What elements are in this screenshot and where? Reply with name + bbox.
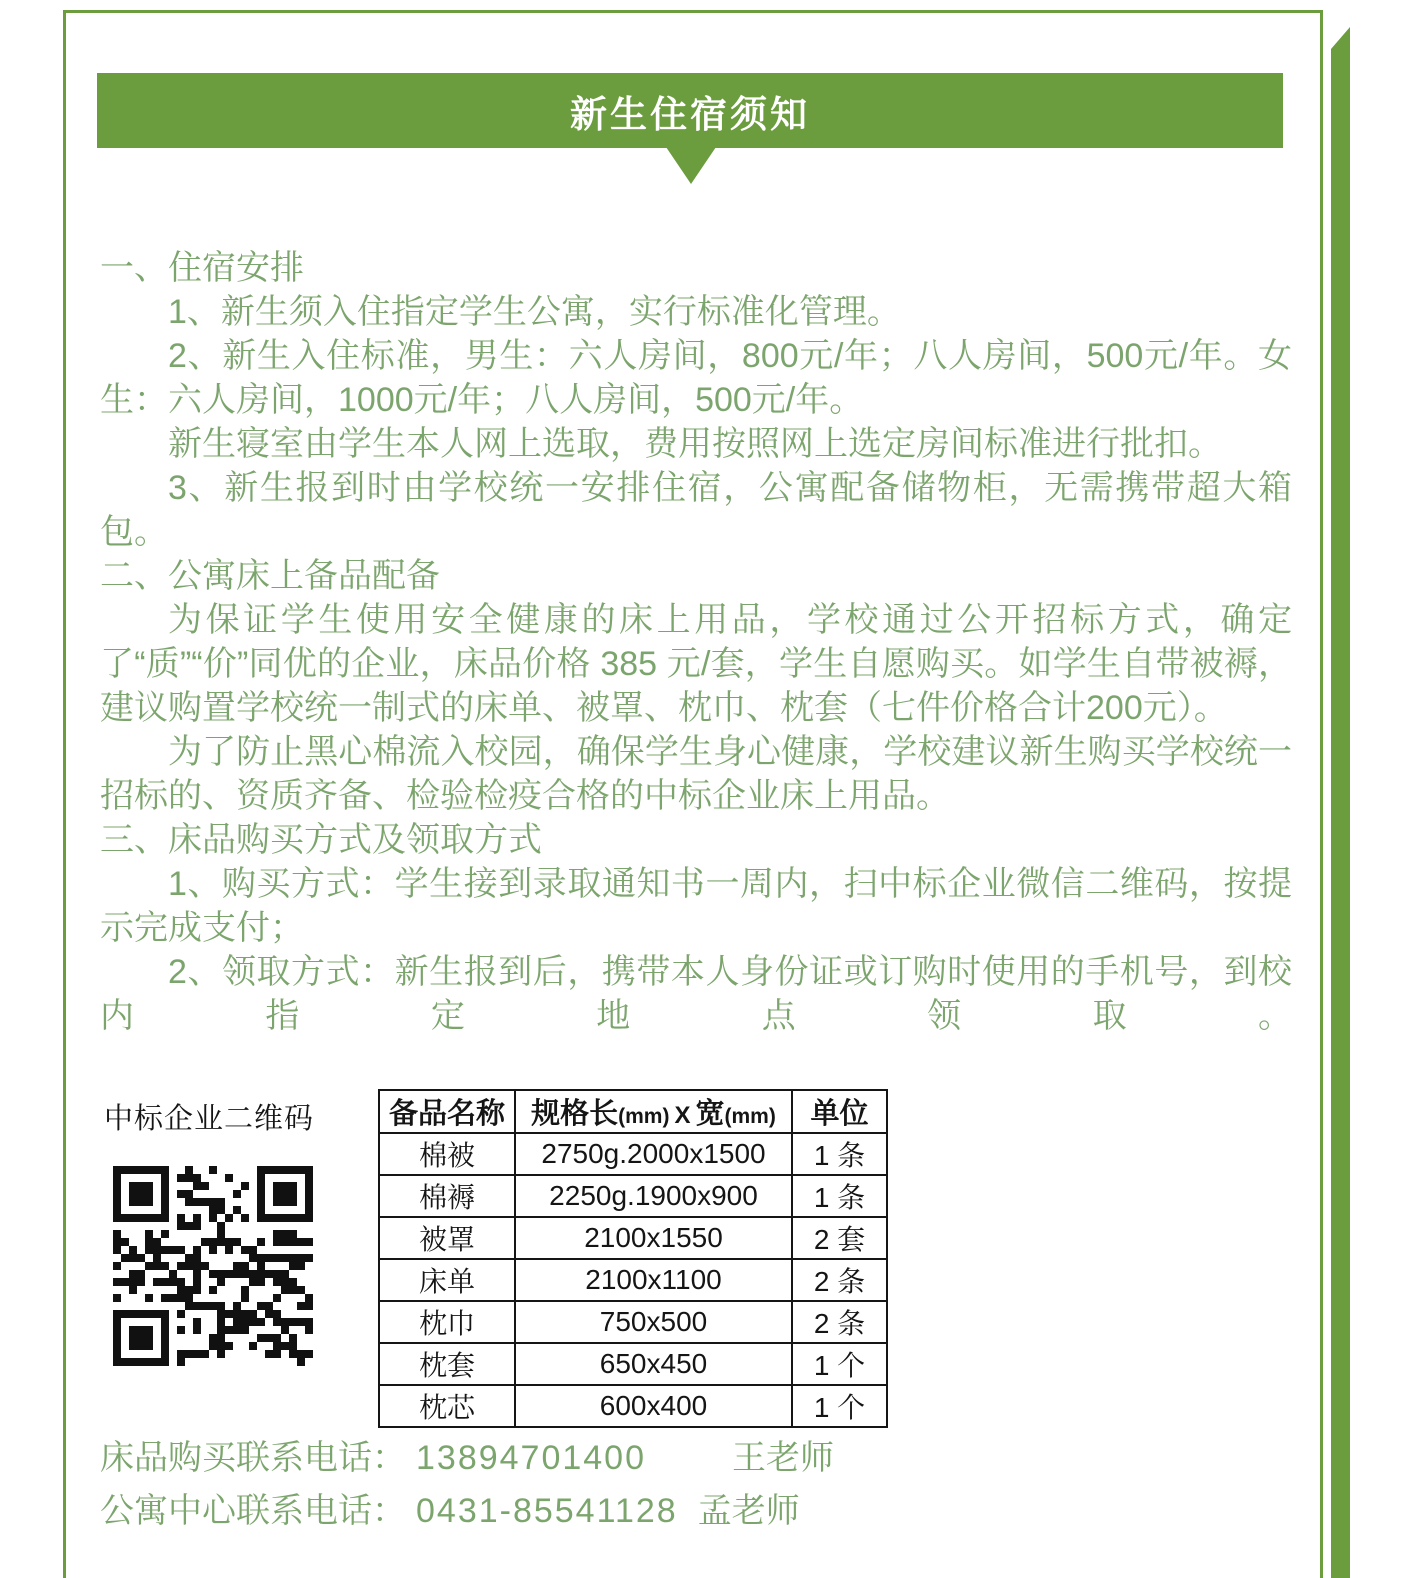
column-header-spec: 规格长(mm) X 宽(mm) bbox=[515, 1090, 792, 1133]
spec-cell: 2750g.2000x1500 bbox=[515, 1133, 792, 1175]
bedding-contact-line bbox=[100, 1432, 834, 1485]
contact-person: 王老师 bbox=[732, 1439, 835, 1477]
page-title: 新生住宿须知 bbox=[570, 93, 810, 135]
spec-cell: 2100x1100 bbox=[515, 1259, 792, 1301]
section-2-heading: 二、公寓床上备品配备 bbox=[100, 557, 440, 595]
unit-cell: 2 条 bbox=[792, 1259, 887, 1301]
table-row bbox=[379, 1217, 887, 1259]
contact-label: 公寓中心联系电话： bbox=[100, 1492, 406, 1530]
unit-cell: 1 个 bbox=[792, 1385, 887, 1427]
qr-code bbox=[113, 1166, 313, 1366]
notice-paragraph: 2、领取方式：新生报到后，携带本人身份证或订购时使用的手机号，到校内指定地点领取。 bbox=[100, 953, 1292, 1035]
spec-cell: 750x500 bbox=[515, 1301, 792, 1343]
notice-paragraph: 1、购买方式：学生接到录取通知书一周内，扫中标企业微信二维码，按提示完成支付； bbox=[100, 865, 1292, 947]
notice-paragraph: 新生寝室由学生本人网上选取，费用按照网上选定房间标准进行批扣。 bbox=[168, 425, 1222, 463]
item-name-cell: 枕芯 bbox=[379, 1385, 515, 1427]
title-banner bbox=[97, 73, 1283, 148]
notice-paragraph: 为保证学生使用安全健康的床上用品，学校通过公开招标方式，确定了“质”“价”同优的企业，床品价格 385 元/套，学生自愿购买。如学生自带被褥，建议购置学校统一制式的床单、被罩、枕巾、枕套（七件价格合计200元）。 bbox=[100, 601, 1292, 727]
contact-block bbox=[100, 1432, 834, 1538]
item-name-cell: 枕巾 bbox=[379, 1301, 515, 1343]
unit-cell: 2 条 bbox=[792, 1301, 887, 1343]
unit-cell: 2 套 bbox=[792, 1217, 887, 1259]
qr-code-label: 中标企业二维码 bbox=[104, 1103, 315, 1135]
spec-cell: 2250g.1900x900 bbox=[515, 1175, 792, 1217]
unit-cell: 1 个 bbox=[792, 1343, 887, 1385]
spec-cell: 650x450 bbox=[515, 1343, 792, 1385]
notice-paragraph: 3、新生报到时由学校统一安排住宿，公寓配备储物柜，无需携带超大箱包。 bbox=[100, 469, 1292, 551]
side-ribbon bbox=[1331, 27, 1350, 1578]
table-row bbox=[379, 1343, 887, 1385]
table-header-row bbox=[379, 1090, 887, 1133]
unit-cell: 1 条 bbox=[792, 1175, 887, 1217]
item-name-cell: 棉褥 bbox=[379, 1175, 515, 1217]
section-3-heading: 三、床品购买方式及领取方式 bbox=[100, 821, 542, 859]
notice-paragraph: 为了防止黑心棉流入校园，确保学生身心健康，学校建议新生购买学校统一招标的、资质齐备、检验检疫合格的中标企业床上用品。 bbox=[100, 733, 1292, 815]
column-header-unit: 单位 bbox=[792, 1090, 887, 1133]
item-name-cell: 被罩 bbox=[379, 1217, 515, 1259]
qr-pattern-icon bbox=[113, 1166, 313, 1366]
apartment-contact-line bbox=[100, 1485, 834, 1538]
table-row bbox=[379, 1133, 887, 1175]
section-1-heading: 一、住宿安排 bbox=[100, 249, 304, 287]
contact-person: 孟老师 bbox=[697, 1492, 800, 1530]
table-row bbox=[379, 1259, 887, 1301]
item-name-cell: 床单 bbox=[379, 1259, 515, 1301]
notice-paragraph: 2、新生入住标准，男生：六人房间，800元/年；八人房间，500元/年。女生：六人房间，1000元/年；八人房间，500元/年。 bbox=[100, 337, 1292, 419]
bedding-spec-table bbox=[378, 1089, 888, 1428]
item-name-cell: 棉被 bbox=[379, 1133, 515, 1175]
spec-cell: 2100x1550 bbox=[515, 1217, 792, 1259]
table-row bbox=[379, 1385, 887, 1427]
table-row bbox=[379, 1175, 887, 1217]
unit-cell: 1 条 bbox=[792, 1133, 887, 1175]
item-name-cell: 枕套 bbox=[379, 1343, 515, 1385]
notice-body bbox=[100, 246, 1292, 1038]
notice-paragraph: 1、新生须入住指定学生公寓，实行标准化管理。 bbox=[168, 293, 901, 331]
contact-phone: 13894701400 bbox=[416, 1439, 647, 1477]
contact-phone: 0431-85541128 bbox=[416, 1492, 678, 1530]
table-row bbox=[379, 1301, 887, 1343]
spec-cell: 600x400 bbox=[515, 1385, 792, 1427]
banner-pointer-icon bbox=[666, 147, 716, 184]
contact-label: 床品购买联系电话： bbox=[100, 1439, 406, 1477]
column-header-item: 备品名称 bbox=[379, 1090, 515, 1133]
